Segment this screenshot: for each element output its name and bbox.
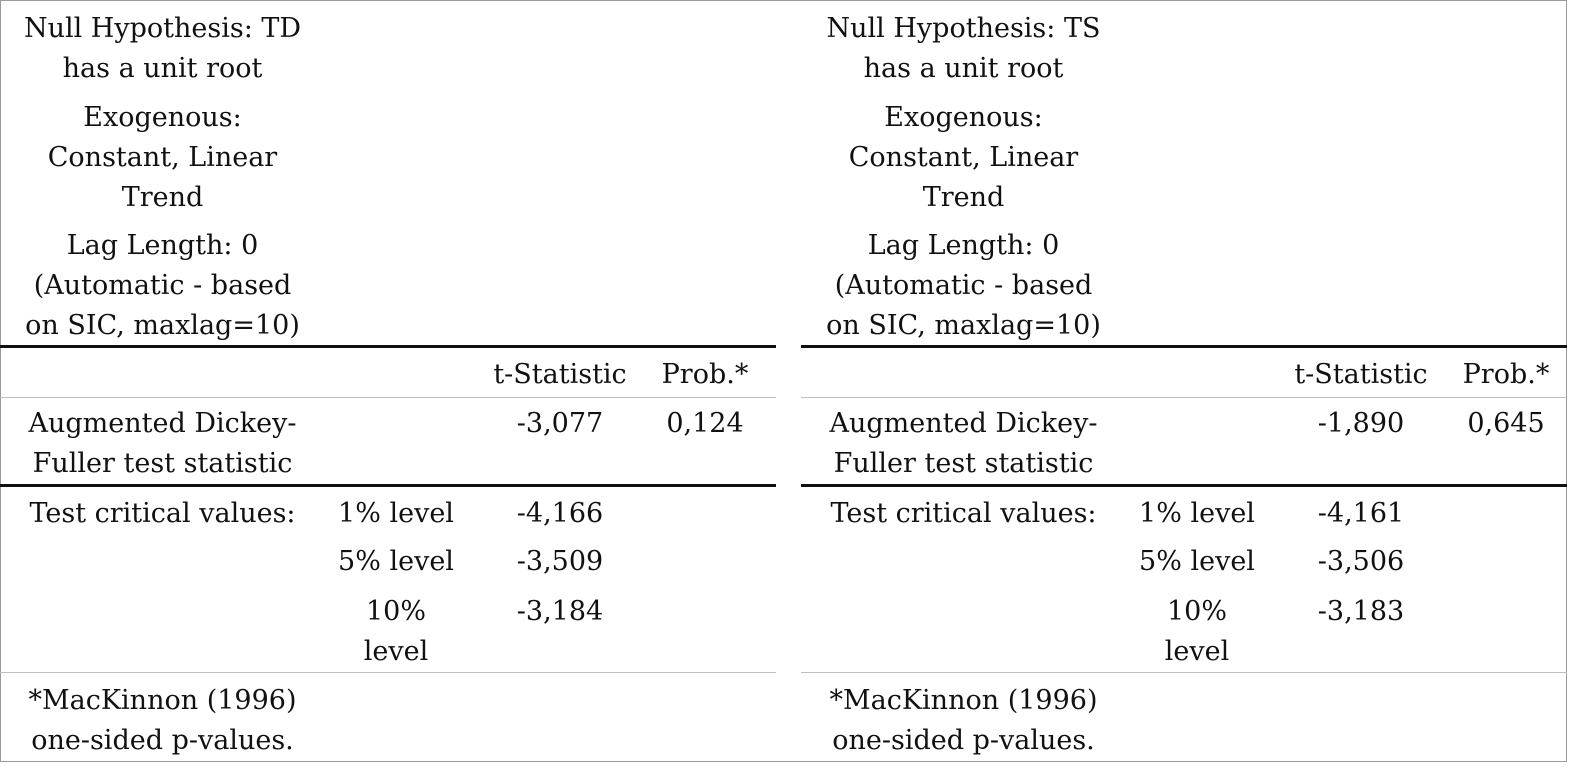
level-10pct-value: -3,183 [1317, 596, 1405, 627]
level-10pct-value: -3,184 [516, 596, 604, 627]
adf-tstat: -3,077 [516, 408, 604, 439]
section-rule [801, 484, 1567, 487]
adf-test-panel-td [0, 1, 776, 762]
adf-prob: 0,124 [666, 408, 744, 439]
col-header-tstat: t-Statistic [493, 359, 627, 390]
header-rule [801, 345, 1567, 348]
level-1pct-label: 1% level [1139, 498, 1255, 529]
lag-length: Lag Length: 0 (Automatic - based on SIC, maxlag=10) [826, 230, 1101, 341]
col-header-prob: Prob.* [661, 359, 749, 390]
adf-label: Augmented Dickey- Fuller test statistic [829, 408, 1098, 479]
level-5pct-value: -3,506 [1317, 546, 1405, 577]
footnote: *MacKinnon (1996) one-sided p-values. [28, 685, 297, 756]
level-1pct-value: -4,166 [516, 498, 604, 529]
section-rule [0, 484, 776, 487]
adf-tstat: -1,890 [1317, 408, 1405, 439]
exogenous: Exogenous: Constant, Linear Trend [848, 102, 1079, 213]
row-divider [801, 397, 1567, 398]
adf-label: Augmented Dickey- Fuller test statistic [28, 408, 297, 479]
critical-values-label: Test critical values: [29, 498, 296, 529]
footnote: *MacKinnon (1996) one-sided p-values. [829, 685, 1098, 756]
exogenous: Exogenous: Constant, Linear Trend [47, 102, 278, 213]
null-hypothesis: Null Hypothesis: TD has a unit root [23, 13, 302, 84]
level-1pct-label: 1% level [338, 498, 454, 529]
critical-values-label: Test critical values: [830, 498, 1097, 529]
level-1pct-value: -4,161 [1317, 498, 1405, 529]
adf-prob: 0,645 [1467, 408, 1545, 439]
header-rule [0, 345, 776, 348]
col-header-tstat: t-Statistic [1294, 359, 1428, 390]
footer-divider [801, 672, 1567, 673]
level-5pct-value: -3,509 [516, 546, 604, 577]
level-5pct-label: 5% level [338, 546, 454, 577]
row-divider [0, 397, 776, 398]
null-hypothesis: Null Hypothesis: TS has a unit root [826, 13, 1101, 84]
level-5pct-label: 5% level [1139, 546, 1255, 577]
lag-length: Lag Length: 0 (Automatic - based on SIC, maxlag=10) [25, 230, 300, 341]
footer-divider [0, 672, 776, 673]
col-header-prob: Prob.* [1462, 359, 1550, 390]
adf-test-panel-ts [801, 1, 1567, 762]
level-10pct-label: 10% level [363, 596, 429, 667]
level-10pct-label: 10% level [1164, 596, 1230, 667]
